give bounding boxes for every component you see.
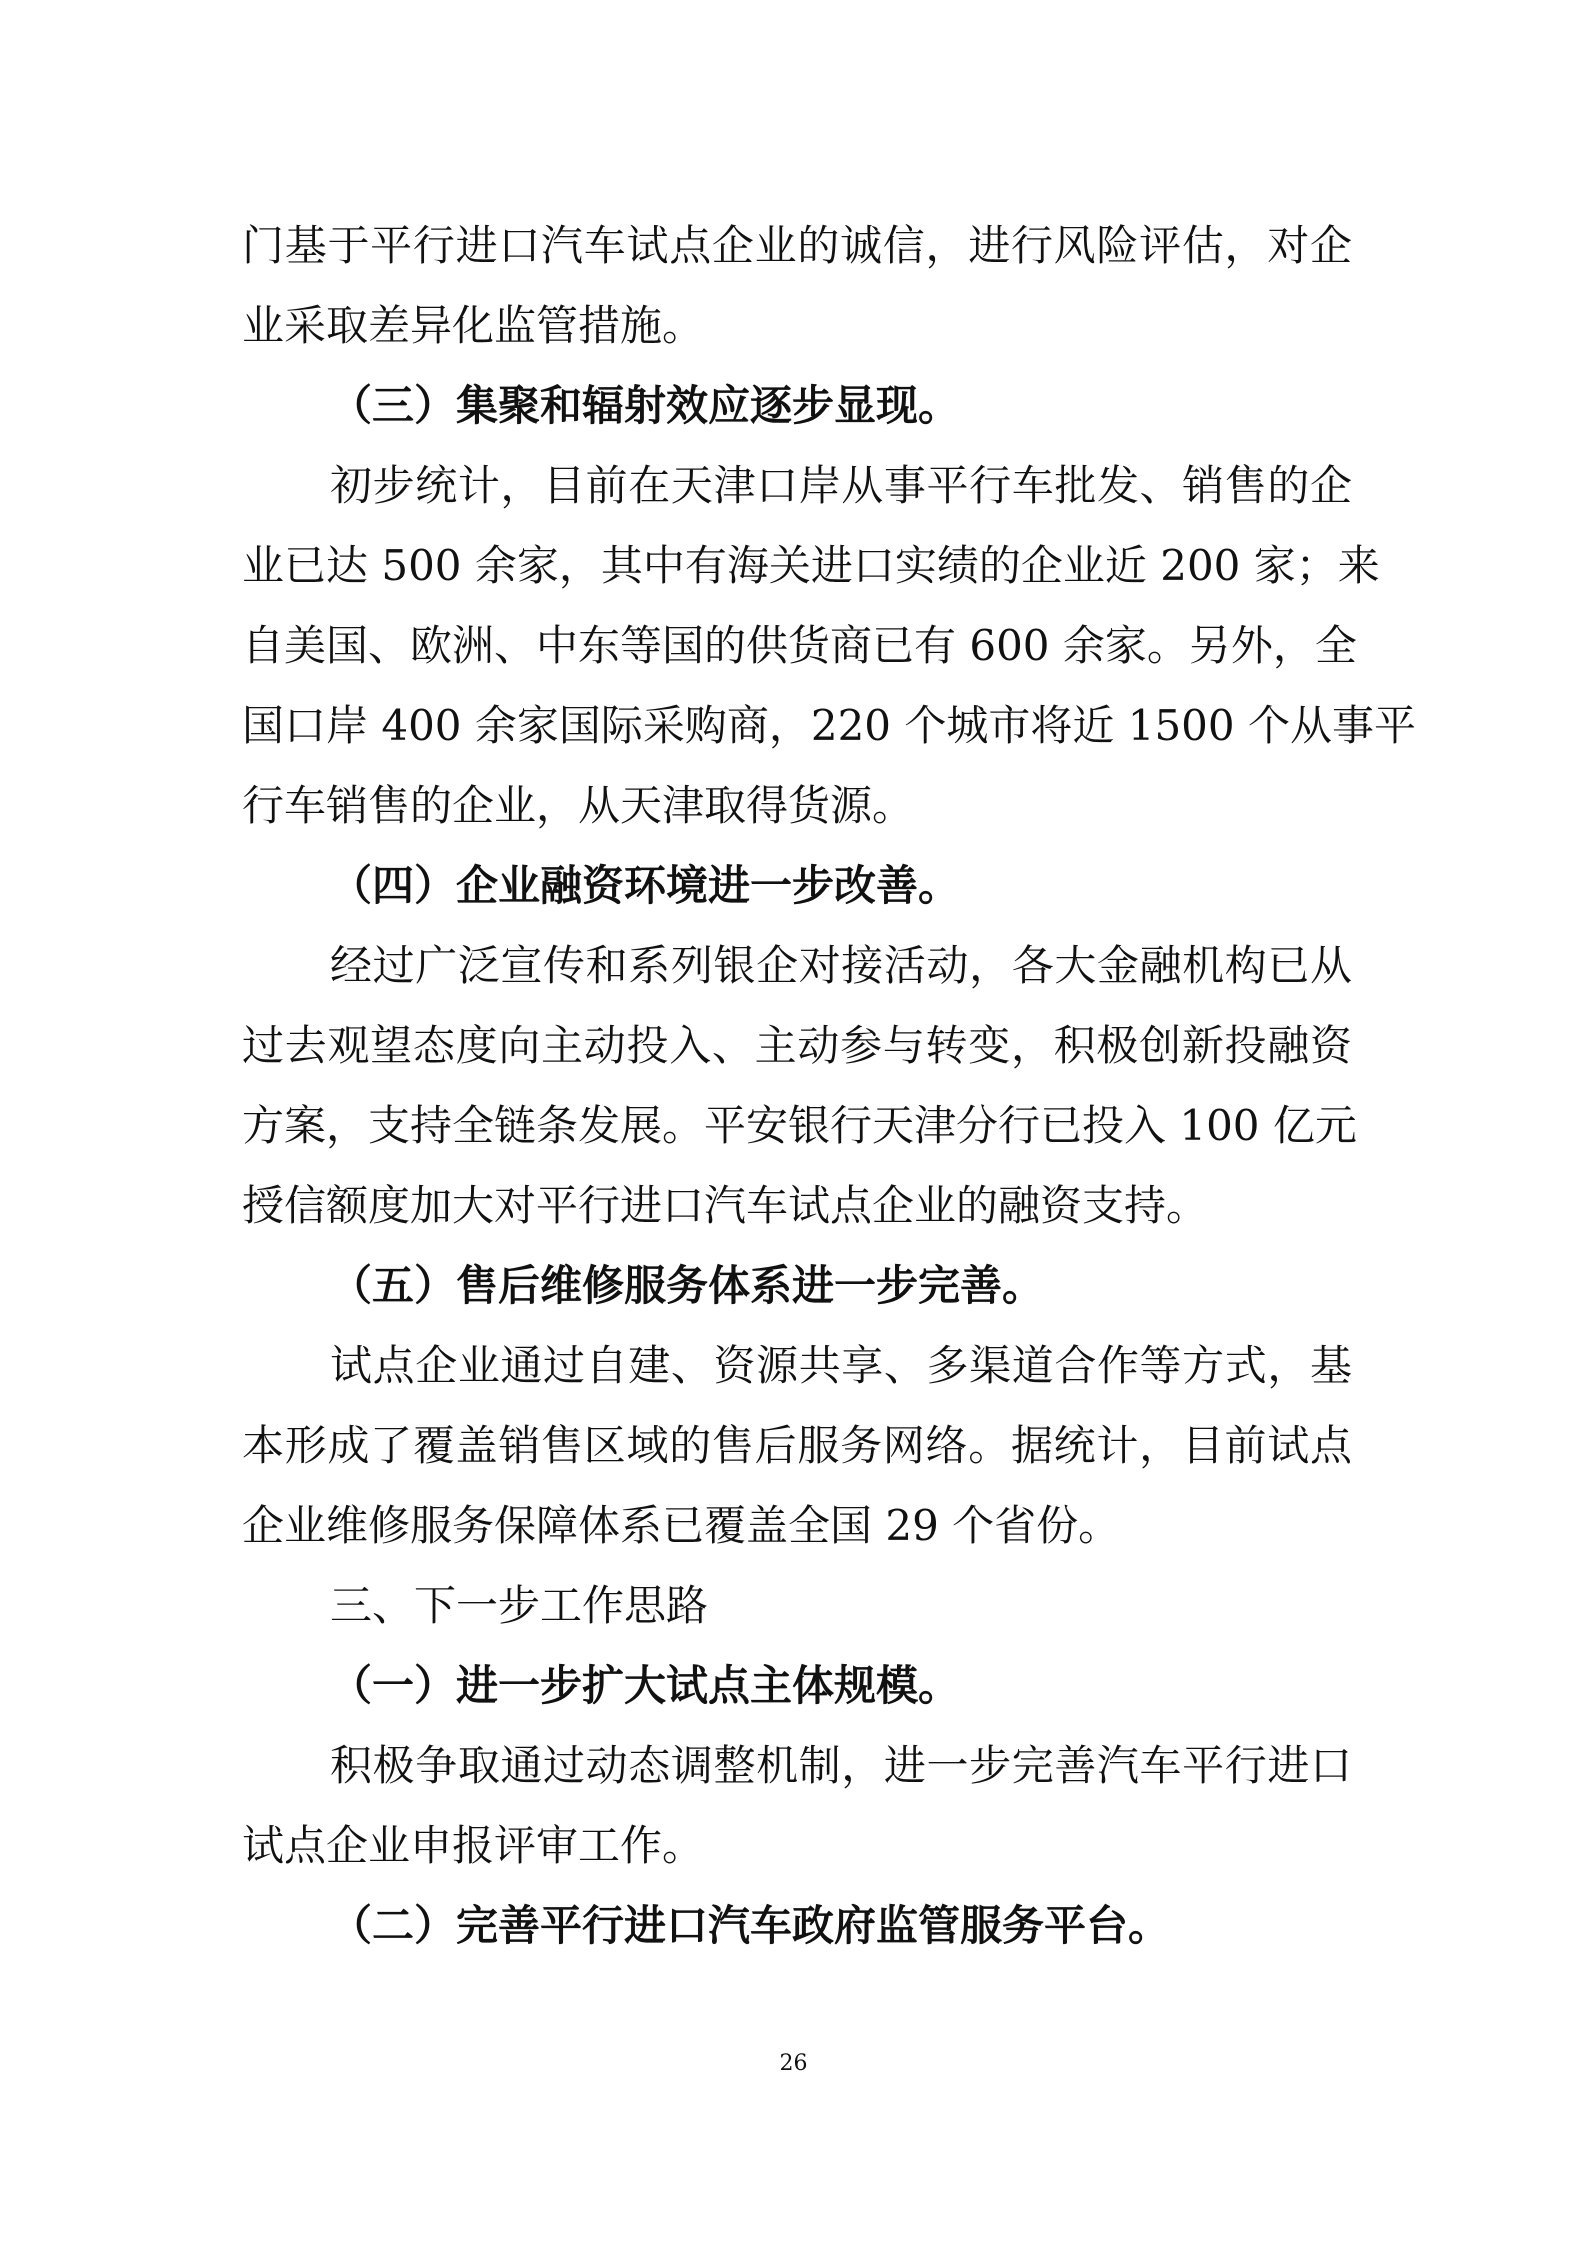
body-line-13: 授信额度加大对平行进口汽车试点企业的融资支持。 [242,1181,1209,1230]
body-line-6: 自美国、欧洲、中东等国的供货商已有 600 余家。另外，全 [242,621,1357,670]
section-heading-1: （一）进一步扩大试点主体规模。 [330,1661,961,1710]
body-line-2: 业采取差异化监管措施。 [242,301,705,350]
section-heading-2: （二）完善平行进口汽车政府监管服务平台。 [330,1901,1171,1950]
body-line-10: 经过广泛宣传和系列银企对接活动，各大金融机构已从 [330,941,1352,990]
body-line-8: 行车销售的企业，从天津取得货源。 [242,781,915,830]
body-line-7: 国口岸 400 余家国际采购商，220 个城市将近 1500 个从事平 [242,701,1416,750]
body-line-15: 试点企业通过自建、资源共享、多渠道合作等方式，基 [330,1341,1352,1390]
body-line-16: 本形成了覆盖销售区域的售后服务网络。据统计，目前试点 [242,1421,1352,1470]
chapter-heading-3: 三、下一步工作思路 [330,1581,709,1630]
body-line-12: 方案，支持全链条发展。平安银行天津分行已投入 100 亿元 [242,1101,1357,1150]
section-heading-3: （三）集聚和辐射效应逐步显现。 [330,381,961,430]
body-line-20: 积极争取通过动态调整机制，进一步完善汽车平行进口 [330,1741,1352,1790]
body-line-5: 业已达 500 余家，其中有海关进口实绩的企业近 200 家；来 [242,541,1380,590]
body-line-17: 企业维修服务保障体系已覆盖全国 29 个省份。 [242,1501,1121,1550]
section-heading-5: （五）售后维修服务体系进一步完善。 [330,1261,1045,1310]
body-line-4: 初步统计，目前在天津口岸从事平行车批发、销售的企 [330,461,1352,510]
section-heading-4: （四）企业融资环境进一步改善。 [330,861,961,910]
body-line-11: 过去观望态度向主动投入、主动参与转变，积极创新投融资 [242,1021,1352,1070]
body-line-1: 门基于平行进口汽车试点企业的诚信，进行风险评估，对企 [242,221,1352,270]
page-number: 26 [779,2051,808,2076]
body-line-21: 试点企业申报评审工作。 [242,1821,705,1870]
